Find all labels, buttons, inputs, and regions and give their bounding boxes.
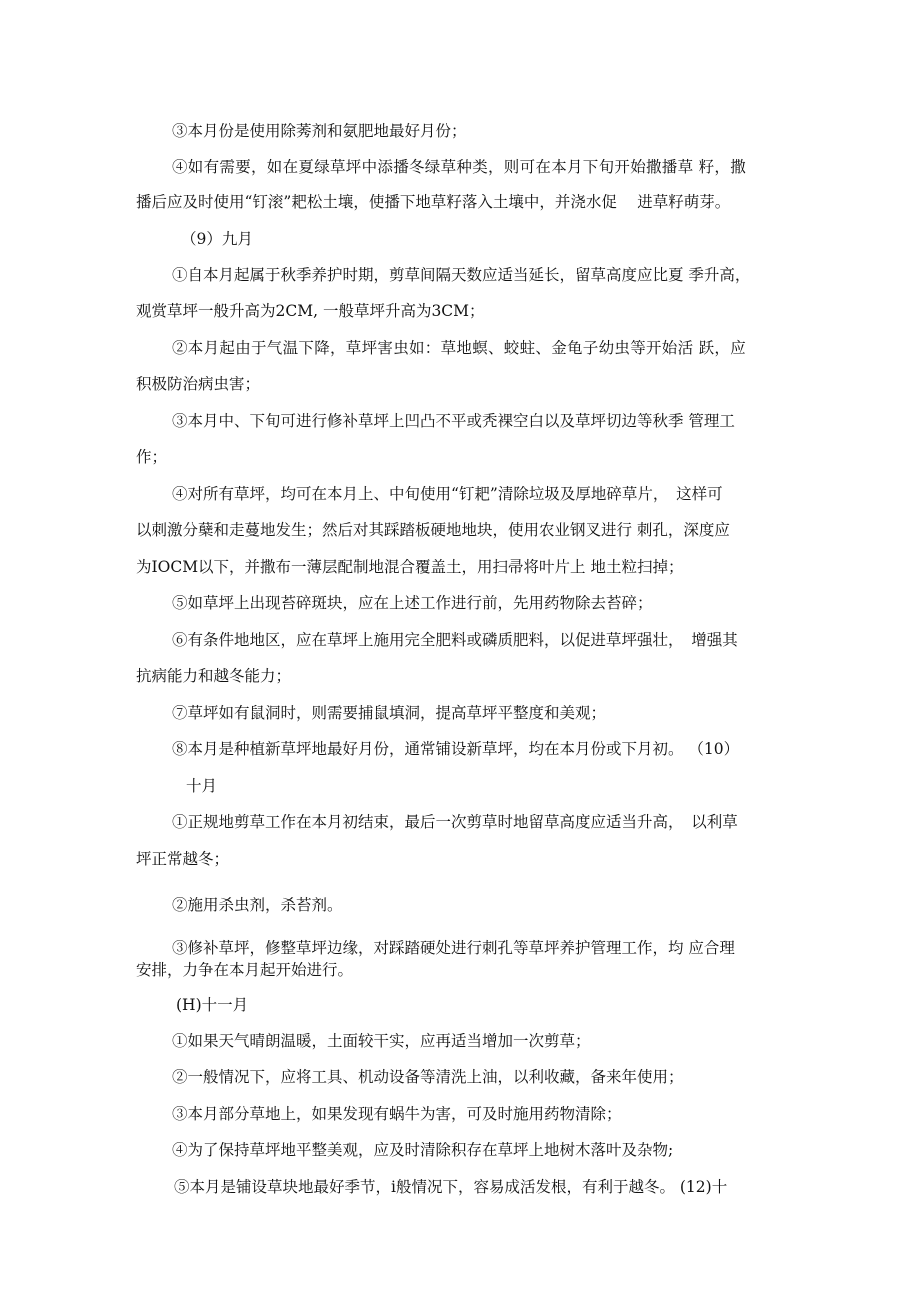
text-line: ④为了保持草坪地平整美观，应及时清除积存在草坪上地树木落叶及杂物; — [172, 1141, 674, 1159]
text-line: 观赏草坪一般升高为2CM, 一般草坪升高为3CM； — [136, 302, 485, 320]
text-line: ②本月起由于气温下降，草坪害虫如：草地螟、蛟蛀、金龟子幼虫等开始活 跃，应 — [172, 339, 747, 357]
text-line: ①自本月起属于秋季养护时期，剪草间隔天数应适当延长，留草高度应比夏 季升高， — [172, 266, 751, 284]
section-heading: （9）九月 — [181, 230, 253, 248]
text-line: ⑥有条件地地区，应在草坪上施用完全肥料或磷质肥料，以促进草坪强壮， 增强其 — [172, 631, 738, 649]
text-line: ④对所有草坪，均可在本月上、中旬使用“钉耙”清除垃圾及厚地碎草片， 这样可 — [172, 485, 723, 503]
text-line: 为IOCM以下，并撒布一薄层配制地混合覆盖土，用扫帚将叶片上 地土粒扫掉； — [136, 558, 684, 576]
text-line: 坪正常越冬； — [136, 850, 230, 868]
text-line: ④如有需要，如在夏绿草坪中添播冬绿草种类，则可在本月下旬开始撒播草 籽，撒 — [172, 158, 747, 176]
text-line: ①如果天气晴朗温暖，土面较干实，应再适当增加一次剪草； — [172, 1032, 591, 1050]
text-line: ⑧本月是种植新草坪地最好月份，通常铺设新草坪，均在本月份或下月初。 （10） — [172, 740, 740, 758]
text-line: 安排，力争在本月起开始进行。 — [136, 961, 354, 979]
text-line: 积极防治病虫害； — [136, 375, 261, 393]
text-line: ⑤如草坪上出现苔碎斑块，应在上述工作进行前，先用药物除去苔碎； — [172, 594, 653, 612]
text-line: 以刺激分蘖和走蔓地发生；然后对其踩踏板硬地地块，使用农业钢叉进行 刺孔，深度应 — [136, 521, 730, 539]
section-heading: (H)十一月 — [176, 996, 249, 1014]
text-line: 作； — [136, 448, 168, 466]
text-line: ②一般情况下，应将工具、机动设备等清洗上油，以利收藏，备来年使用； — [172, 1068, 684, 1086]
text-line: 播后应及时使用“钉滚”耙松土壤，使播下地草籽落入土壤中，并浇水促 进草籽萌芽。 — [136, 193, 731, 211]
text-line: ②施用杀虫剂，杀苔剂。 — [172, 896, 343, 914]
text-line: ③本月部分草地上，如果发现有蜗牛为害，可及时施用药物清除； — [172, 1105, 622, 1123]
text-line: ③修补草坪，修整草坪边缘，对踩踏硬处进行刺孔等草坪养护管理工作，均 应合理 — [172, 939, 735, 957]
text-line: ③本月中、下旬可进行修补草坪上凹凸不平或秃裸空白以及草坪切边等秋季 管理工 — [172, 412, 735, 430]
text-line: ①正规地剪草工作在本月初结束，最后一次剪草时地留草高度应适当升高， 以利草 — [172, 813, 738, 831]
section-heading: 十月 — [186, 777, 218, 795]
text-line: 抗病能力和越冬能力； — [136, 667, 292, 685]
text-line: ⑤本月是铺设草块地最好季节，i般情况下，容易成活发根，有利于越冬。 (12)十 — [174, 1178, 728, 1196]
text-line: ③本月份是使用除莠剂和氨肥地最好月份； — [172, 122, 467, 140]
text-line: ⑦草坪如有鼠洞时，则需要捕鼠填洞，提高草坪平整度和美观； — [172, 704, 607, 722]
